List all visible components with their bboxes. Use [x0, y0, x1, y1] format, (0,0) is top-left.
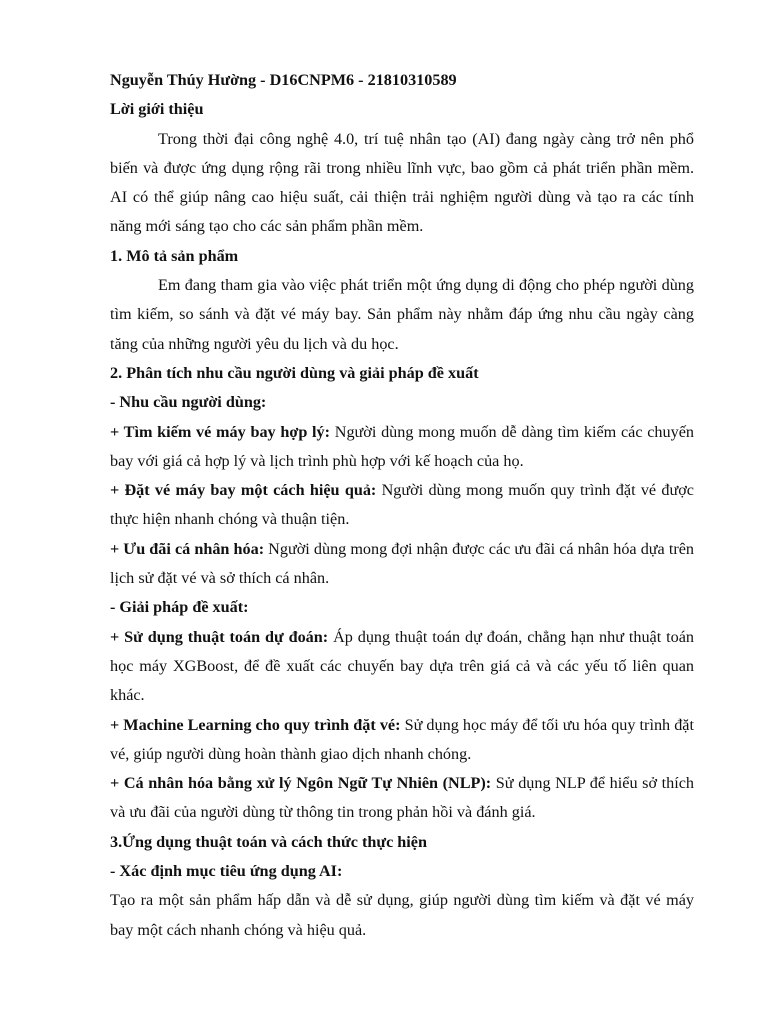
- section-3-title: 3.Ứng dụng thuật toán và cách thức thực hiện: [110, 832, 427, 851]
- solution-item: [110, 769, 694, 828]
- solution-item-text: Sử dụng NLP để hiểu sở thích và ưu đãi của người dùng từ thông tin trong phản hồi và đánh giá.: [110, 774, 694, 822]
- needs-title: - Nhu cầu người dùng:: [110, 393, 267, 412]
- goal-paragraph: Tạo ra một sản phẩm hấp dẫn và dễ sử dụng, giúp người dùng tìm kiếm và đặt vé máy bay một cách nhanh chóng và hiệu quả.: [110, 891, 694, 939]
- need-item-label: + Đặt vé máy bay một cách hiệu quả:: [110, 481, 377, 500]
- solution-item: [110, 623, 694, 711]
- section-1-paragraph: Em đang tham gia vào việc phát triển một ứng dụng di động cho phép người dùng tìm kiếm, so sánh và đặt vé máy bay. Sản phẩm này nhằm đáp ứng nhu cầu ngày càng tăng của những người yêu du lịch và du học.: [110, 276, 694, 353]
- need-item-text: Người dùng mong muốn quy trình đặt vé được thực hiện nhanh chóng và thuận tiện.: [110, 481, 694, 529]
- need-item-text: Người dùng mong muốn dễ dàng tìm kiếm các chuyến bay với giá cả hợp lý và lịch trình phù hợp với kế hoạch của họ.: [110, 422, 694, 470]
- need-item: [110, 535, 694, 594]
- solution-item-text: Áp dụng thuật toán dự đoán, chẳng hạn như thuật toán học máy XGBoost, để đề xuất các chuyến bay dựa trên giá cả và các yếu tố liên quan khác.: [110, 627, 694, 705]
- need-item-text: Người dùng mong đợi nhận được các ưu đãi cá nhân hóa dựa trên lịch sử đặt vé và sở thích cá nhân.: [110, 539, 694, 588]
- section-2-title: 2. Phân tích nhu cầu người dùng và giải pháp đề xuất: [110, 363, 479, 382]
- section-1-title: 1. Mô tả sản phẩm: [110, 246, 239, 265]
- need-item: [110, 476, 694, 535]
- intro-title: Lời giới thiệu: [110, 100, 204, 119]
- need-item-label: + Ưu đãi cá nhân hóa:: [110, 539, 265, 558]
- solution-item-text: Sử dụng học máy để tối ưu hóa quy trình đặt vé, giúp người dùng hoàn thành giao dịch nhanh chóng.: [110, 715, 694, 763]
- need-item-label: + Tìm kiếm vé máy bay hợp lý:: [110, 422, 331, 441]
- need-item: [110, 418, 694, 477]
- solution-item: [110, 711, 694, 770]
- goal-title: - Xác định mục tiêu ứng dụng AI:: [110, 862, 343, 881]
- document-page: [110, 66, 694, 945]
- solution-item-label: + Machine Learning cho quy trình đặt vé:: [110, 715, 401, 734]
- solution-item-label: + Sử dụng thuật toán dự đoán:: [110, 627, 329, 646]
- intro-paragraph: Trong thời đại công nghệ 4.0, trí tuệ nhân tạo (AI) đang ngày càng trở nên phổ biến và được ứng dụng rộng rãi trong nhiều lĩnh vực, bao gồm cả phát triển phần mềm. AI có thể giúp nâng cao hiệu suất, cải thiện trải nghiệm người dùng và tạo ra các tính năng mới sáng tạo cho các sản phẩm phần mềm.: [110, 129, 694, 236]
- solutions-title: - Giải pháp đề xuất:: [110, 598, 249, 617]
- author-line: Nguyễn Thúy Hường - D16CNPM6 - 21810310589: [110, 71, 457, 89]
- solution-item-label: + Cá nhân hóa bằng xử lý Ngôn Ngữ Tự Nhiên (NLP):: [110, 774, 492, 793]
